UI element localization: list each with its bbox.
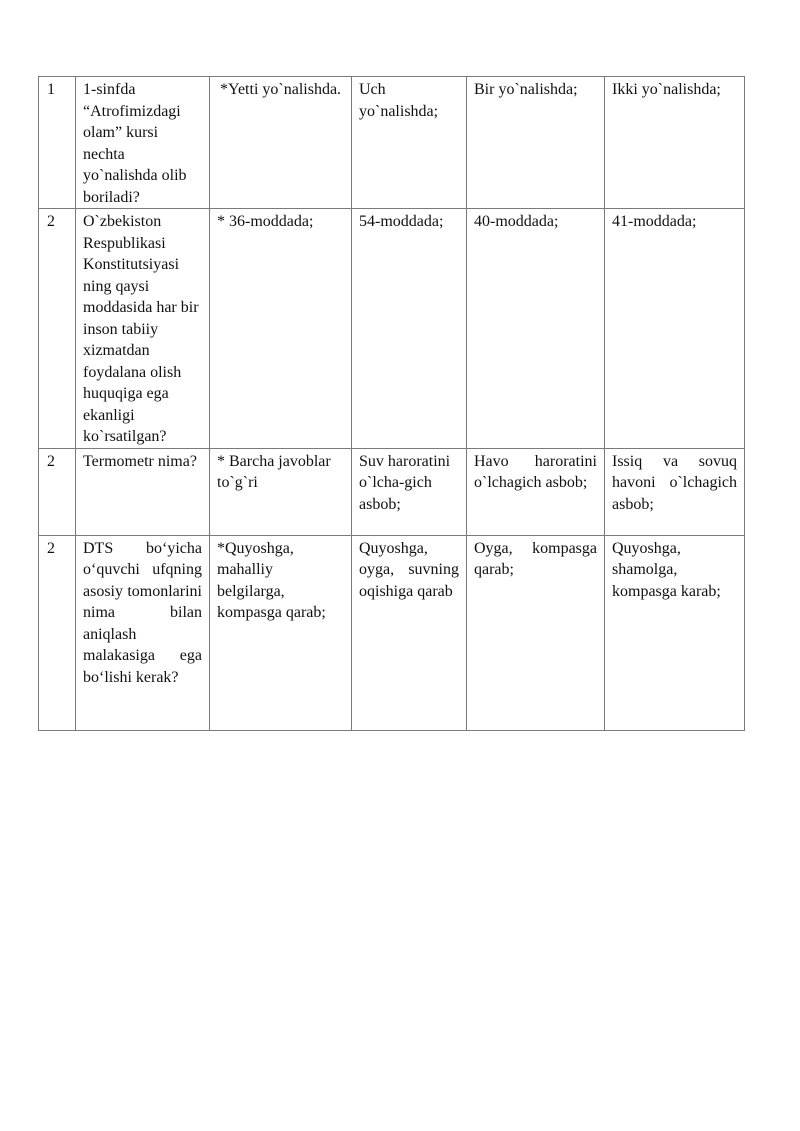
answer-option-d: Ikki yo`nalishda;: [605, 77, 745, 209]
answer-correct: * 36-moddada;: [210, 209, 352, 449]
answer-option-c: Bir yo`nalishda;: [467, 77, 605, 209]
question-number: 1: [39, 77, 76, 209]
answer-option-b: Uch yo`nalishda;: [352, 77, 467, 209]
table-row: [39, 535, 745, 730]
question-text: Termometr nima?: [76, 448, 210, 535]
question-number: 2: [39, 535, 76, 730]
table-row: [39, 448, 745, 535]
question-number: 2: [39, 209, 76, 449]
answer-option-c: 40-moddada;: [467, 209, 605, 449]
table-row: [39, 209, 745, 449]
table-row: [39, 77, 745, 209]
answer-correct: *Quyoshga, mahalliy belgilarga, kompasga qarab;: [210, 535, 352, 730]
quiz-table: [38, 76, 745, 731]
question-text: O`zbekiston Respublikasi Konstitutsiyasi ning qaysi moddasida har bir inson tabiiy xizmatdan foydalana olish huquqiga ega ekanligi ko`rsatilgan?: [76, 209, 210, 449]
answer-option-c: Havo haroratini o`lchagich asbob;: [467, 448, 605, 535]
question-number: 2: [39, 448, 76, 535]
question-text: 1-sinfda “Atrofimizdagi olam” kursi nechta yo`nalishda olib boriladi?: [76, 77, 210, 209]
answer-correct: *Yetti yo`nalishda.: [210, 77, 352, 209]
answer-option-b: 54-moddada;: [352, 209, 467, 449]
answer-option-d: Issiq va sovuq havoni o`lchagich asbob;: [605, 448, 745, 535]
answer-option-b: Suv haroratini o`lcha-gich asbob;: [352, 448, 467, 535]
answer-option-b: Quyoshga, oyga, suvning oqishiga qarab: [352, 535, 467, 730]
answer-correct: * Barcha javoblar to`g`ri: [210, 448, 352, 535]
answer-option-d: Quyoshga, shamolga, kompasga karab;: [605, 535, 745, 730]
question-text: DTS bo‘yicha o‘quvchi ufqning asosiy tomonlarini nima bilan aniqlash malakasiga ega bo‘lishi kerak?: [76, 535, 210, 730]
answer-option-d: 41-moddada;: [605, 209, 745, 449]
answer-option-c: Oyga, kompasga qarab;: [467, 535, 605, 730]
